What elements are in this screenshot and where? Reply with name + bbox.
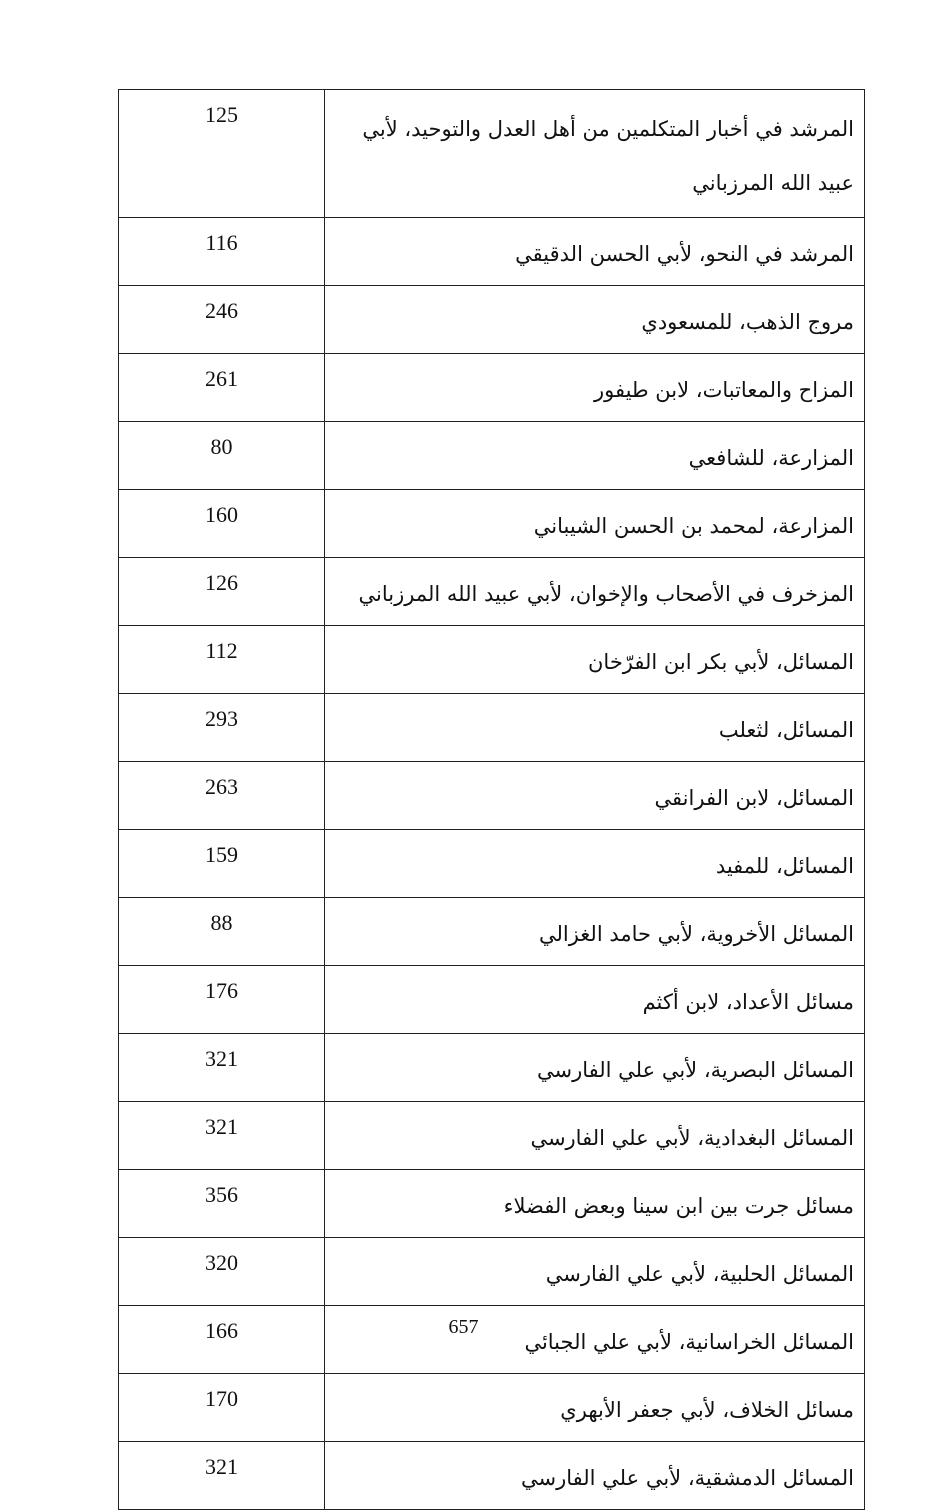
- book-title-cell: [325, 90, 865, 218]
- book-title: المسائل الأخروية، لأبي حامد الغزالي: [538, 922, 854, 946]
- table-row: [119, 490, 865, 558]
- book-title-cell: [325, 1034, 865, 1102]
- page-ref-cell: 356: [119, 1170, 325, 1238]
- book-title: مسائل الخلاف، لأبي جعفر الأبهري: [560, 1398, 854, 1422]
- book-title-cell: [325, 422, 865, 490]
- index-table-body: [119, 90, 865, 1510]
- book-title: المسائل، لثعلب: [718, 718, 854, 742]
- table-row: [119, 286, 865, 354]
- table-row: [119, 1034, 865, 1102]
- table-row: [119, 558, 865, 626]
- page-ref-cell: 116: [119, 218, 325, 286]
- book-title-cell: [325, 830, 865, 898]
- table-row: [119, 898, 865, 966]
- page-ref-cell: 80: [119, 422, 325, 490]
- book-title: المسائل، لأبي بكر ابن الفرّخان: [588, 650, 854, 674]
- table-row: [119, 1238, 865, 1306]
- book-title-cell: [325, 354, 865, 422]
- book-title-cell: [325, 1238, 865, 1306]
- table-row: [119, 218, 865, 286]
- book-title: المسائل، للمفيد: [715, 854, 854, 878]
- book-title: المزارعة، للشافعي: [688, 446, 854, 470]
- page-ref-cell: 321: [119, 1034, 325, 1102]
- book-title-cell: [325, 286, 865, 354]
- book-title-cell: [325, 694, 865, 762]
- page-number: 657: [448, 1316, 479, 1338]
- page-ref-cell: 176: [119, 966, 325, 1034]
- table-row: [119, 354, 865, 422]
- page-ref-cell: 320: [119, 1238, 325, 1306]
- book-title-cell: [325, 762, 865, 830]
- book-title-cell: [325, 898, 865, 966]
- table-row: [119, 966, 865, 1034]
- page-ref-cell: 125: [119, 90, 325, 218]
- table-row: [119, 1374, 865, 1442]
- book-title-cell: [325, 1170, 865, 1238]
- table-row: [119, 1102, 865, 1170]
- book-title: المسائل البغدادية، لأبي علي الفارسي: [530, 1126, 854, 1150]
- table-row: [119, 1170, 865, 1238]
- table-row: [119, 422, 865, 490]
- book-title: مروج الذهب، للمسعودي: [641, 310, 854, 334]
- book-title: المرشد في النحو، لأبي الحسن الدقيقي: [515, 242, 854, 266]
- page-ref-cell: 263: [119, 762, 325, 830]
- book-title-cell: [325, 966, 865, 1034]
- page-ref-cell: 246: [119, 286, 325, 354]
- book-title-cell: [325, 1442, 865, 1510]
- book-title-cell: [325, 626, 865, 694]
- page-ref-cell: 321: [119, 1442, 325, 1510]
- page-ref-cell: 261: [119, 354, 325, 422]
- page-ref-cell: 166: [119, 1306, 325, 1374]
- book-title: المسائل الحلبية، لأبي علي الفارسي: [545, 1262, 854, 1286]
- book-title: المسائل البصرية، لأبي علي الفارسي: [536, 1058, 854, 1082]
- book-title: مسائل الأعداد، لابن أكثم: [642, 990, 854, 1014]
- table-row: [119, 1442, 865, 1510]
- book-title: المرشد في أخبار المتكلمين من أهل العدل والتوحيد، لأبي عبيد الله المرزباني: [362, 117, 854, 195]
- book-title: المزاح والمعاتبات، لابن طيفور: [593, 378, 854, 402]
- book-title-cell: [325, 558, 865, 626]
- page-ref-cell: 160: [119, 490, 325, 558]
- table-row: [119, 626, 865, 694]
- table-row: [119, 90, 865, 218]
- book-title: مسائل جرت بين ابن سينا وبعض الفضلاء: [503, 1194, 854, 1218]
- book-title-cell: [325, 1102, 865, 1170]
- book-title-cell: [325, 1374, 865, 1442]
- book-title: المسائل، لابن الفرانقي: [654, 786, 854, 810]
- page-ref-cell: 293: [119, 694, 325, 762]
- book-title-cell: [325, 218, 865, 286]
- table-row: [119, 762, 865, 830]
- page-ref-cell: 170: [119, 1374, 325, 1442]
- book-title-cell: [325, 490, 865, 558]
- page-ref-cell: 321: [119, 1102, 325, 1170]
- page-ref-cell: 126: [119, 558, 325, 626]
- book-title: المسائل الدمشقية، لأبي علي الفارسي: [521, 1466, 854, 1490]
- table-row: [119, 694, 865, 762]
- page-ref-cell: 88: [119, 898, 325, 966]
- book-title: المسائل الخراسانية، لأبي علي الجبائي: [524, 1330, 854, 1354]
- table-row: [119, 830, 865, 898]
- page-ref-cell: 112: [119, 626, 325, 694]
- index-table: [118, 89, 865, 1510]
- page-ref-cell: 159: [119, 830, 325, 898]
- book-title: المزخرف في الأصحاب والإخوان، لأبي عبيد الله المرزباني: [358, 582, 854, 606]
- book-title: المزارعة، لمحمد بن الحسن الشيباني: [533, 514, 854, 538]
